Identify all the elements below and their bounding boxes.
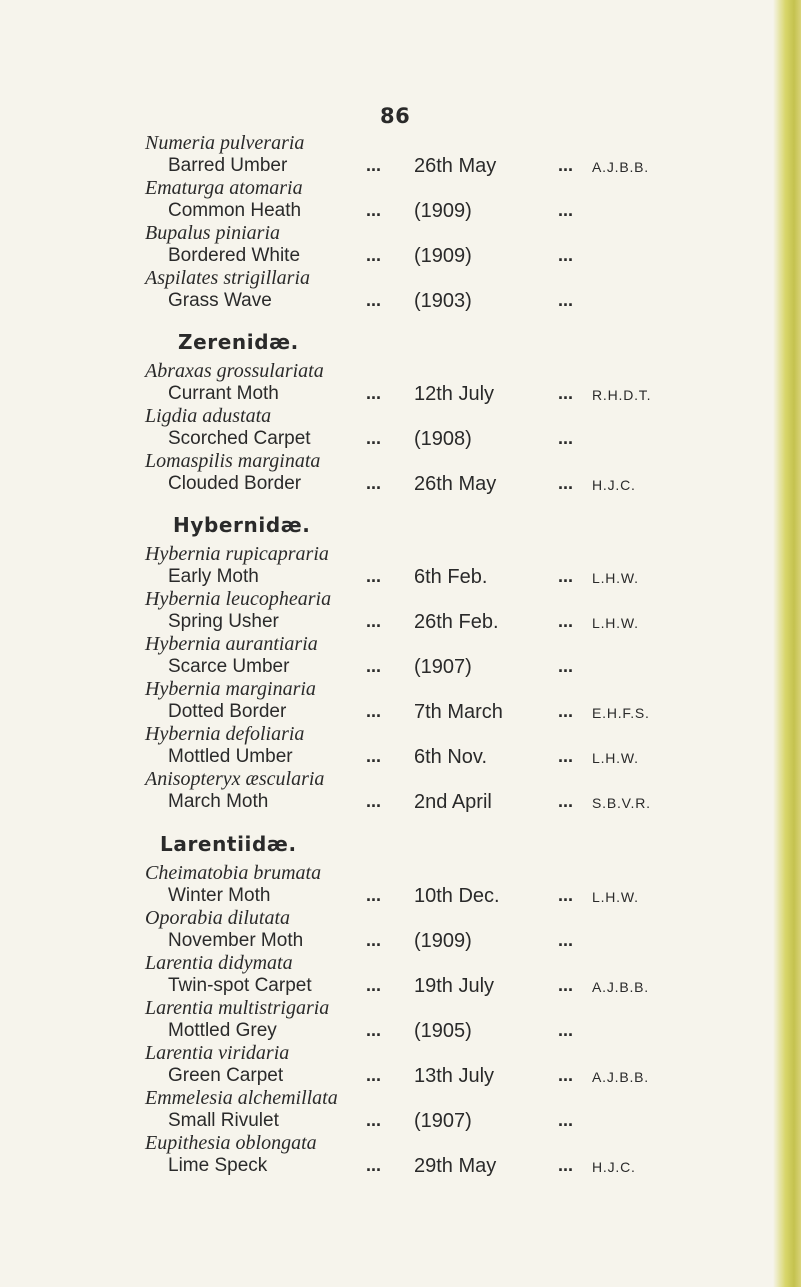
scientific-name: Numeria pulveraria bbox=[145, 132, 305, 154]
leader-dots: ... bbox=[558, 1020, 574, 1040]
leader-dots: ... bbox=[558, 245, 574, 265]
leader-dots: ... bbox=[366, 428, 382, 448]
leader-dots: ... bbox=[558, 975, 574, 995]
common-name: Common Heath bbox=[168, 200, 302, 221]
scientific-name: Larentia didymata bbox=[145, 952, 293, 974]
family-heading: Larentiidæ. bbox=[160, 832, 297, 856]
leader-dots: ... bbox=[366, 701, 382, 721]
recorder-initials: H.J.C. bbox=[592, 1159, 636, 1175]
scientific-name: Hybernia leucophearia bbox=[145, 588, 332, 610]
date: 19th July bbox=[414, 975, 495, 997]
date: (1908) bbox=[414, 428, 472, 450]
scientific-name: Lomaspilis marginata bbox=[145, 450, 321, 472]
leader-dots: ... bbox=[558, 200, 574, 220]
leader-dots: ... bbox=[366, 200, 382, 220]
leader-dots: ... bbox=[366, 746, 382, 766]
common-name: Dotted Border bbox=[168, 701, 287, 722]
leader-dots: ... bbox=[366, 656, 382, 676]
leader-dots: ... bbox=[366, 975, 382, 995]
scientific-name: Hybernia defoliaria bbox=[145, 723, 305, 745]
date: 26th Feb. bbox=[414, 611, 499, 633]
date: 26th May bbox=[414, 155, 497, 177]
leader-dots: ... bbox=[558, 473, 574, 493]
scientific-name: Hybernia rupicapraria bbox=[145, 543, 329, 565]
leader-dots: ... bbox=[366, 1065, 382, 1085]
recorder-initials: L.H.W. bbox=[592, 750, 639, 766]
family-heading: Hybernidæ. bbox=[173, 513, 311, 537]
scientific-name: Abraxas grossulariata bbox=[145, 360, 324, 382]
date: (1909) bbox=[414, 930, 472, 952]
common-name: March Moth bbox=[168, 791, 269, 812]
date: (1907) bbox=[414, 1110, 472, 1132]
scientific-name: Larentia viridaria bbox=[145, 1042, 290, 1064]
recorder-initials: L.H.W. bbox=[592, 615, 639, 631]
common-name: Winter Moth bbox=[168, 885, 271, 906]
leader-dots: ... bbox=[558, 930, 574, 950]
recorder-initials: A.J.B.B. bbox=[592, 1069, 649, 1085]
date: 7th March bbox=[414, 701, 503, 723]
scientific-name: Ematurga atomaria bbox=[145, 177, 303, 199]
recorder-initials: S.B.V.R. bbox=[592, 795, 651, 811]
common-name: November Moth bbox=[168, 930, 304, 951]
leader-dots: ... bbox=[558, 701, 574, 721]
date: (1905) bbox=[414, 1020, 472, 1042]
common-name: Bordered White bbox=[168, 245, 301, 266]
date: 2nd April bbox=[414, 791, 492, 813]
leader-dots: ... bbox=[558, 1110, 574, 1130]
scientific-name: Oporabia dilutata bbox=[145, 907, 291, 929]
leader-dots: ... bbox=[558, 290, 574, 310]
scientific-name: Anisopteryx æscularia bbox=[145, 768, 325, 790]
date: 10th Dec. bbox=[414, 885, 500, 907]
date: (1909) bbox=[414, 200, 472, 222]
date: (1907) bbox=[414, 656, 472, 678]
leader-dots: ... bbox=[366, 566, 382, 586]
common-name: Barred Umber bbox=[168, 155, 288, 176]
leader-dots: ... bbox=[366, 245, 382, 265]
common-name: Lime Speck bbox=[168, 1155, 268, 1176]
leader-dots: ... bbox=[558, 885, 574, 905]
common-name: Currant Moth bbox=[168, 383, 279, 404]
leader-dots: ... bbox=[366, 290, 382, 310]
common-name: Scarce Umber bbox=[168, 656, 290, 677]
common-name: Scorched Carpet bbox=[168, 428, 311, 449]
leader-dots: ... bbox=[558, 428, 574, 448]
leader-dots: ... bbox=[558, 1065, 574, 1085]
leader-dots: ... bbox=[558, 383, 574, 403]
common-name: Early Moth bbox=[168, 566, 259, 587]
date: 26th May bbox=[414, 473, 497, 495]
leader-dots: ... bbox=[558, 746, 574, 766]
leader-dots: ... bbox=[366, 1155, 382, 1175]
common-name: Clouded Border bbox=[168, 473, 302, 494]
recorder-initials: A.J.B.B. bbox=[592, 159, 649, 175]
leader-dots: ... bbox=[366, 383, 382, 403]
date: (1903) bbox=[414, 290, 472, 312]
recorder-initials: H.J.C. bbox=[592, 477, 636, 493]
leader-dots: ... bbox=[366, 155, 382, 175]
common-name: Spring Usher bbox=[168, 611, 279, 632]
leader-dots: ... bbox=[366, 885, 382, 905]
leader-dots: ... bbox=[558, 611, 574, 631]
common-name: Mottled Umber bbox=[168, 746, 293, 767]
scientific-name: Bupalus piniaria bbox=[145, 222, 281, 244]
leader-dots: ... bbox=[558, 656, 574, 676]
scientific-name: Larentia multistrigaria bbox=[145, 997, 330, 1019]
scientific-name: Ligdia adustata bbox=[145, 405, 272, 427]
scientific-name: Emmelesia alchemillata bbox=[145, 1087, 338, 1109]
recorder-initials: L.H.W. bbox=[592, 889, 639, 905]
scientific-name: Cheimatobia brumata bbox=[145, 862, 322, 884]
date: 29th May bbox=[414, 1155, 497, 1177]
scientific-name: Eupithesia oblongata bbox=[145, 1132, 317, 1154]
date: 13th July bbox=[414, 1065, 495, 1087]
scientific-name: Hybernia aurantiaria bbox=[145, 633, 318, 655]
leader-dots: ... bbox=[558, 155, 574, 175]
leader-dots: ... bbox=[366, 930, 382, 950]
leader-dots: ... bbox=[558, 566, 574, 586]
leader-dots: ... bbox=[366, 473, 382, 493]
leader-dots: ... bbox=[366, 611, 382, 631]
leader-dots: ... bbox=[558, 1155, 574, 1175]
family-heading: Zerenidæ. bbox=[178, 330, 299, 354]
leader-dots: ... bbox=[366, 791, 382, 811]
scientific-name: Aspilates strigillaria bbox=[145, 267, 311, 289]
leader-dots: ... bbox=[366, 1110, 382, 1130]
date: 6th Feb. bbox=[414, 566, 488, 588]
date: 6th Nov. bbox=[414, 746, 487, 768]
date: (1909) bbox=[414, 245, 472, 267]
leader-dots: ... bbox=[558, 791, 574, 811]
recorder-initials: L.H.W. bbox=[592, 570, 639, 586]
recorder-initials: A.J.B.B. bbox=[592, 979, 649, 995]
scientific-name: Hybernia marginaria bbox=[145, 678, 316, 700]
common-name: Grass Wave bbox=[168, 290, 272, 311]
recorder-initials: E.H.F.S. bbox=[592, 705, 650, 721]
date: 12th July bbox=[414, 383, 495, 405]
recorder-initials: R.H.D.T. bbox=[592, 387, 652, 403]
leader-dots: ... bbox=[366, 1020, 382, 1040]
common-name: Green Carpet bbox=[168, 1065, 284, 1086]
common-name: Twin-spot Carpet bbox=[168, 975, 312, 996]
common-name: Mottled Grey bbox=[168, 1020, 277, 1041]
common-name: Small Rivulet bbox=[168, 1110, 279, 1131]
page-number: 86 bbox=[380, 104, 411, 128]
